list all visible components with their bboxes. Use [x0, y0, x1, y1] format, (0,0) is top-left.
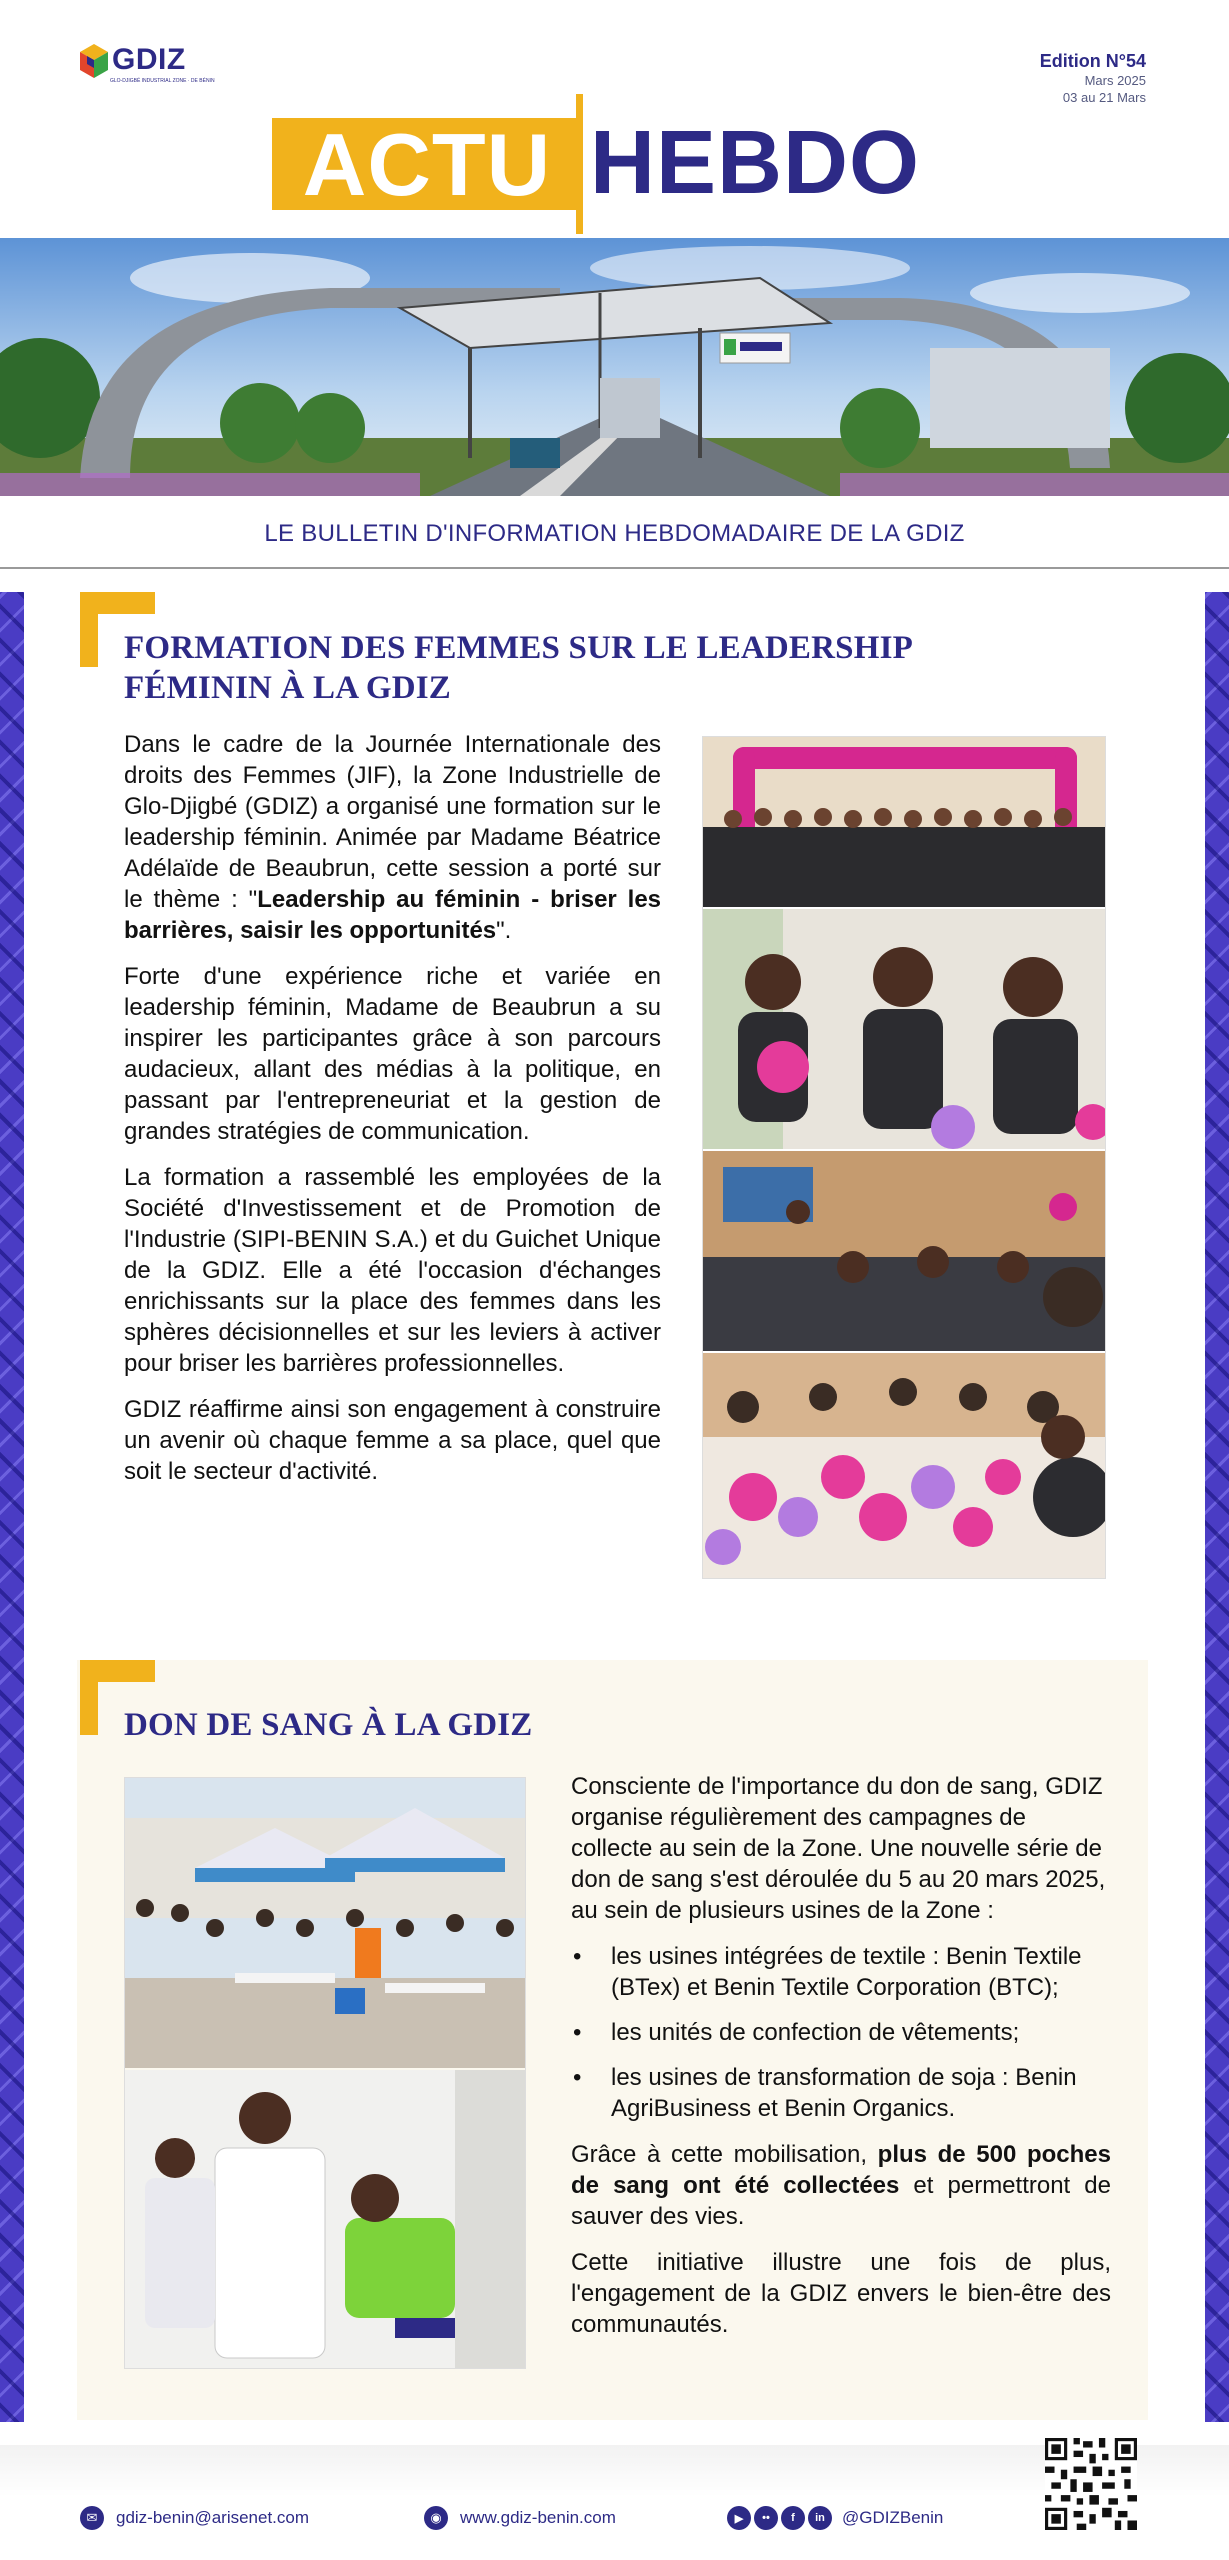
social-icons [727, 2506, 832, 2530]
facebook-icon[interactable]: f [781, 2506, 805, 2530]
edition-dates: 03 au 21 Mars [1062, 90, 1146, 105]
left-decorative-stripe [0, 592, 24, 2422]
masthead [272, 94, 972, 228]
edition-number: Edition N°54 [1039, 51, 1146, 71]
masthead-actu-block [272, 115, 582, 214]
list-item: • les unités de confection de vêtements; [571, 2017, 1111, 2048]
logo-tagline: GLO-DJIGBÉ INDUSTRIAL ZONE · DE BÉNIN [110, 78, 215, 84]
section1-paragraph-1: Dans le cadre de la Journée Internationale des droits des Femmes (JIF), la Zone Industrielle de Glo-Djigbé (GDIZ) a organisé une formation sur le leadership féminin. Animée par Madame Béatrice Adélaïde de Beaubrun, cette session a porté sur le thème : "Leadership au féminin - briser les barrières, saisir les opportunités". [124, 731, 662, 944]
edition-info [1040, 50, 1146, 106]
leadership-training-photo-collage [702, 736, 1106, 1579]
gdiz-logo [80, 40, 215, 90]
list-item: • les usines intégrées de textile : Benin Textile (BTex) et Benin Textile Corporation (BTC); [571, 1941, 1111, 2003]
flickr-icon[interactable]: •• [754, 2506, 778, 2530]
donation-sites-list [571, 1941, 1111, 2124]
footer-email[interactable] [80, 2506, 309, 2530]
email-icon: ✉ [80, 2506, 104, 2530]
globe-icon: ◉ [424, 2506, 448, 2530]
website-url[interactable]: www.gdiz-benin.com [460, 2508, 616, 2527]
footer-social[interactable] [727, 2506, 943, 2530]
section2-result: Grâce à cette mobilisation, plus de 500 poches de sang ont été collectées et permettront de sauver des vies. [571, 2141, 1111, 2230]
social-handle[interactable]: @GDIZBenin [842, 2508, 944, 2527]
section1-paragraph-4: GDIZ réaffirme ainsi son engagement à construire un avenir où chaque femme a sa place, quel que soit le secteur d'activité. [124, 1396, 661, 1485]
section2-title: DON DE SANG À LA GDIZ [124, 1707, 533, 1743]
section1-body [124, 729, 661, 1502]
section1-paragraph-2: Forte d'une expérience riche et variée en leadership féminin, Madame de Beaubrun a su inspirer les participantes grâce à son parcours audacieux, allant des médias à la politique, en passant par l'entrepreneuriat et la gestion de grandes stratégies de communication. [124, 963, 661, 1145]
section1-title: FORMATION DES FEMMES SUR LE LEADERSHIP FÉMININ À LA GDIZ [124, 630, 912, 706]
section1-paragraph-3: La formation a rassemblé les employées de la Société d'Investissement et de Promotion de l'Industrie (SIPI-BENIN S.A.) et du Guichet Unique de la GDIZ. Elle a été l'occasion d'échanges enrichissants sur la place des femmes dans les sphères décisionnelles et sur les leviers à activer pour briser les barrières professionnelles. [124, 1164, 661, 1377]
section2-closing: Cette initiative illustre une fois de plus, l'engagement de la GDIZ envers le bien-être des communautés. [571, 2249, 1111, 2338]
zone-entrance-banner-image [0, 238, 1229, 496]
list-item: • les usines de transformation de soja : Benin AgriBusiness et Benin Organics. [571, 2062, 1111, 2124]
footer-website[interactable] [424, 2506, 616, 2530]
bulletin-subtitle: LE BULLETIN D'INFORMATION HEBDOMADAIRE DE LA GDIZ [264, 520, 965, 547]
logo-wordmark: GDIZ [112, 43, 186, 76]
email-address[interactable]: gdiz-benin@arisenet.com [116, 2508, 310, 2527]
blood-donation-photo-collage [124, 1777, 526, 2369]
section1-theme: Leadership au féminin - briser les barrières, saisir les opportunités [124, 886, 662, 944]
linkedin-icon[interactable]: in [808, 2506, 832, 2530]
masthead-actu: ACTU [302, 115, 552, 214]
youtube-icon[interactable]: ▶ [727, 2506, 751, 2530]
right-decorative-stripe [1205, 592, 1229, 2422]
qr-code[interactable] [1045, 2438, 1137, 2530]
section2-intro: Consciente de l'importance du don de sang, GDIZ organise régulièrement des campagnes de collecte au sein de la Zone. Une nouvelle série de don de sang s'est déroulée du 5 au 20 mars 2025, au sein de plusieurs usines de la Zone : [571, 1773, 1106, 1924]
gdiz-cube-icon [80, 44, 108, 78]
masthead-hebdo: HEBDO [590, 113, 921, 213]
header-rule [0, 567, 1229, 569]
edition-month: Mars 2025 [1084, 73, 1146, 88]
section2-body [571, 1771, 1111, 2355]
section2-result-highlight: plus de 500 poches de sang ont été collectées [571, 2141, 1111, 2199]
masthead-divider [576, 94, 583, 234]
